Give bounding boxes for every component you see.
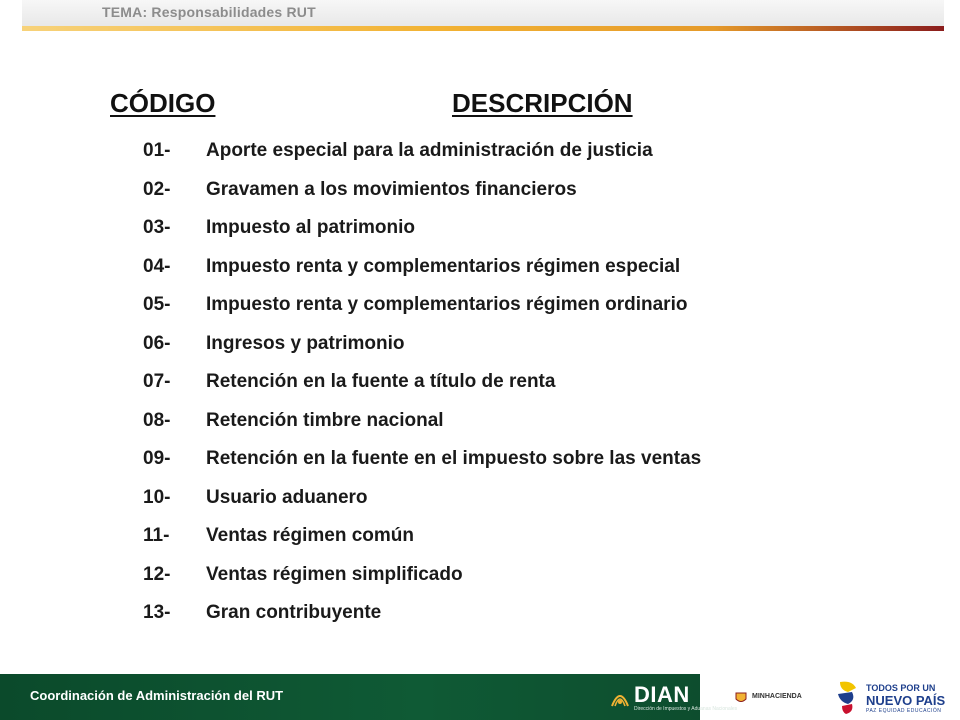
row-description: Retención en la fuente en el impuesto sobre las ventas: [206, 448, 702, 469]
list-item: [0, 481, 960, 520]
dian-logo: [610, 682, 738, 712]
row-description: Retención timbre nacional: [206, 409, 444, 431]
colombia-map-icon: [834, 680, 862, 716]
row-code: 12-: [143, 563, 171, 585]
header-stripe: [22, 26, 944, 31]
row-description: Ventas régimen simplificado: [206, 563, 463, 585]
row-code: 07-: [143, 371, 171, 392]
list-item: [0, 558, 960, 597]
row-description: Impuesto renta y complementarios régimen ordinario: [206, 294, 688, 315]
minhacienda-text: MINHACIENDA: [752, 693, 802, 700]
topic-title: TEMA: Responsabilidades RUT: [102, 4, 316, 20]
row-code: 05-: [143, 294, 171, 315]
list-item: [0, 250, 960, 289]
minhacienda-logo: [734, 690, 820, 706]
row-code: 03-: [143, 217, 171, 238]
row-code: 01-: [143, 140, 171, 161]
row-description: Aporte especial para la administración de justicia: [206, 140, 653, 161]
row-description: Gran contribuyente: [206, 602, 382, 623]
code-column-header: CÓDIGO: [110, 88, 216, 118]
dian-emblem-icon: [610, 684, 630, 708]
coordination-label: Coordinación de Administración del RUT: [30, 688, 284, 703]
row-code: 08-: [143, 409, 171, 431]
list-item: [0, 442, 960, 481]
todos-por-un-nuevo-pais-logo: [834, 680, 954, 716]
list-item: [0, 173, 960, 212]
row-code: 06-: [143, 332, 171, 354]
list-item: [0, 288, 960, 327]
list-item: [0, 519, 960, 558]
row-description: Impuesto al patrimonio: [206, 217, 416, 238]
row-code: 04-: [143, 255, 171, 277]
list-item: [0, 134, 960, 173]
list-item: [0, 596, 960, 635]
row-code: 13-: [143, 602, 171, 623]
row-code: 02-: [143, 178, 171, 200]
colombia-shield-icon: [734, 691, 748, 705]
pais-logo-line1: TODOS POR UN: [866, 683, 936, 693]
row-description: Gravamen a los movimientos financieros: [206, 178, 577, 200]
row-description: Usuario aduanero: [206, 486, 368, 508]
footer-green-band: [0, 674, 738, 720]
list-item: [0, 404, 960, 443]
row-code: 11-: [143, 525, 170, 546]
dian-subtext: Dirección de Impuestos y Aduanas Nacionales: [634, 706, 738, 712]
row-code: 09-: [143, 448, 171, 469]
row-description: Retención en la fuente a título de renta: [206, 371, 556, 392]
row-description: Ventas régimen común: [206, 525, 415, 546]
footer: [0, 674, 960, 720]
responsibility-list: [0, 134, 960, 635]
pais-logo-line2: NUEVO PAÍS: [866, 693, 946, 708]
pais-logo-line3: PAZ EQUIDAD EDUCACIÓN: [866, 708, 942, 714]
row-code: 10-: [143, 486, 171, 508]
list-item: [0, 365, 960, 404]
dian-logo-text: DIAN: [634, 682, 690, 707]
row-description: Impuesto renta y complementarios régimen especial: [206, 255, 681, 277]
top-header-bar: [22, 0, 944, 27]
row-description: Ingresos y patrimonio: [206, 332, 405, 354]
description-column-header: DESCRIPCIÓN: [452, 88, 633, 118]
list-item: [0, 211, 960, 250]
list-item: [0, 327, 960, 366]
